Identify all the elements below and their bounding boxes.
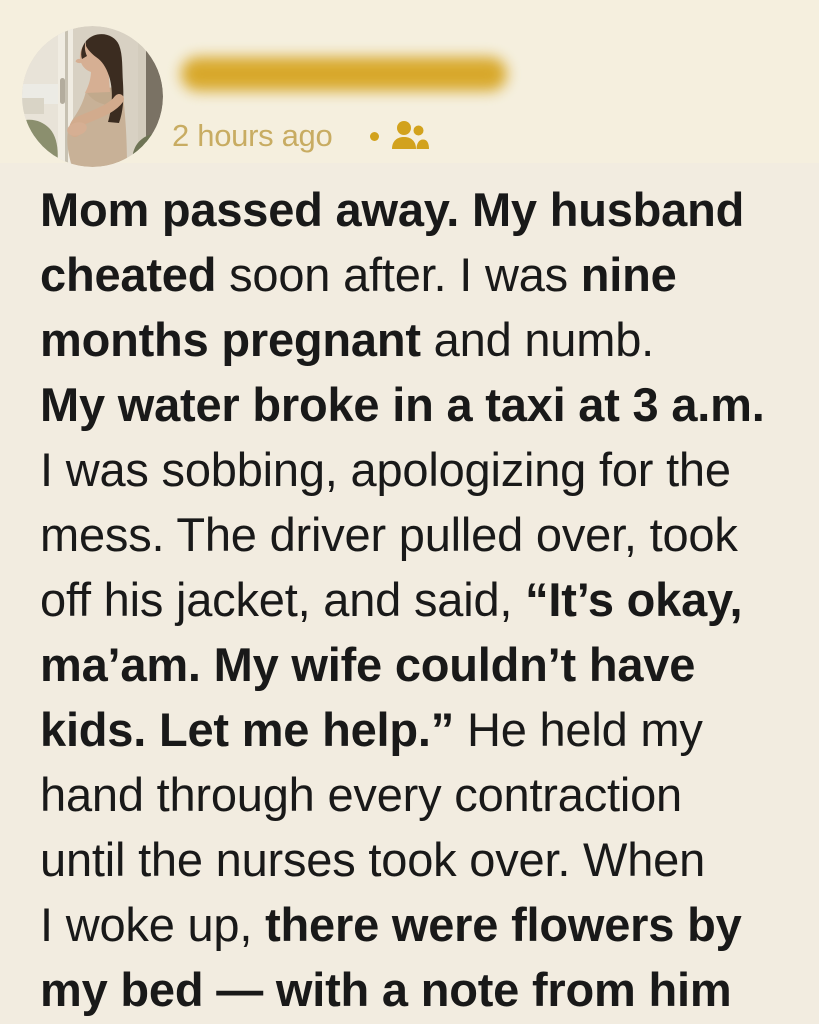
- post-segment: soon after. I was: [216, 248, 581, 301]
- dot-separator: [370, 132, 379, 141]
- post-segment-bold: my bed — with a note from him: [40, 963, 732, 1016]
- timestamp: 2 hours ago: [172, 118, 333, 153]
- post-segment: until the nurses took over. When: [40, 833, 706, 886]
- post-segment-bold: nine: [580, 248, 677, 301]
- post-meta: [172, 119, 430, 153]
- username-redacted[interactable]: [181, 57, 507, 91]
- friends-icon[interactable]: [390, 120, 430, 152]
- post-line: [40, 827, 819, 892]
- post-segment-bold: cheated: [40, 248, 217, 301]
- post-line: [40, 242, 819, 307]
- post-segment-bold: there were flowers by: [265, 898, 742, 951]
- post-segment: and numb.: [420, 313, 654, 366]
- post-segment-bold: “It’s okay,: [525, 573, 743, 626]
- post-line: [40, 372, 819, 437]
- post-line: [40, 632, 819, 697]
- post-segment: off his jacket, and said,: [40, 573, 526, 626]
- post-line: [40, 437, 819, 502]
- post-segment-bold: My water broke in a taxi at 3 a.m.: [40, 378, 765, 431]
- post-segment-bold: months pregnant: [40, 313, 421, 366]
- post-line: [40, 957, 819, 1022]
- post-line: [40, 567, 819, 632]
- post-text: [40, 177, 819, 1022]
- post-segment: He held my: [454, 703, 703, 756]
- post-header: [0, 0, 819, 163]
- post-segment-bold: kids. Let me help.”: [40, 703, 455, 756]
- post-line: [40, 307, 819, 372]
- post-segment-bold: Mom passed away. My husband: [40, 183, 745, 236]
- post-line: [40, 697, 819, 762]
- avatar[interactable]: [22, 26, 163, 167]
- post-segment: hand through every contraction: [40, 768, 682, 821]
- post-line: [40, 892, 819, 957]
- post-segment: I woke up,: [40, 898, 266, 951]
- post-segment: I was sobbing, apologizing for the: [40, 443, 731, 496]
- pregnant-woman-photo-icon: [22, 26, 163, 167]
- post-segment-bold: ma’am. My wife couldn’t have: [40, 638, 696, 691]
- post-line: [40, 502, 819, 567]
- post-line: [40, 177, 819, 242]
- post-segment: mess. The driver pulled over, took: [40, 508, 738, 561]
- post-line: [40, 762, 819, 827]
